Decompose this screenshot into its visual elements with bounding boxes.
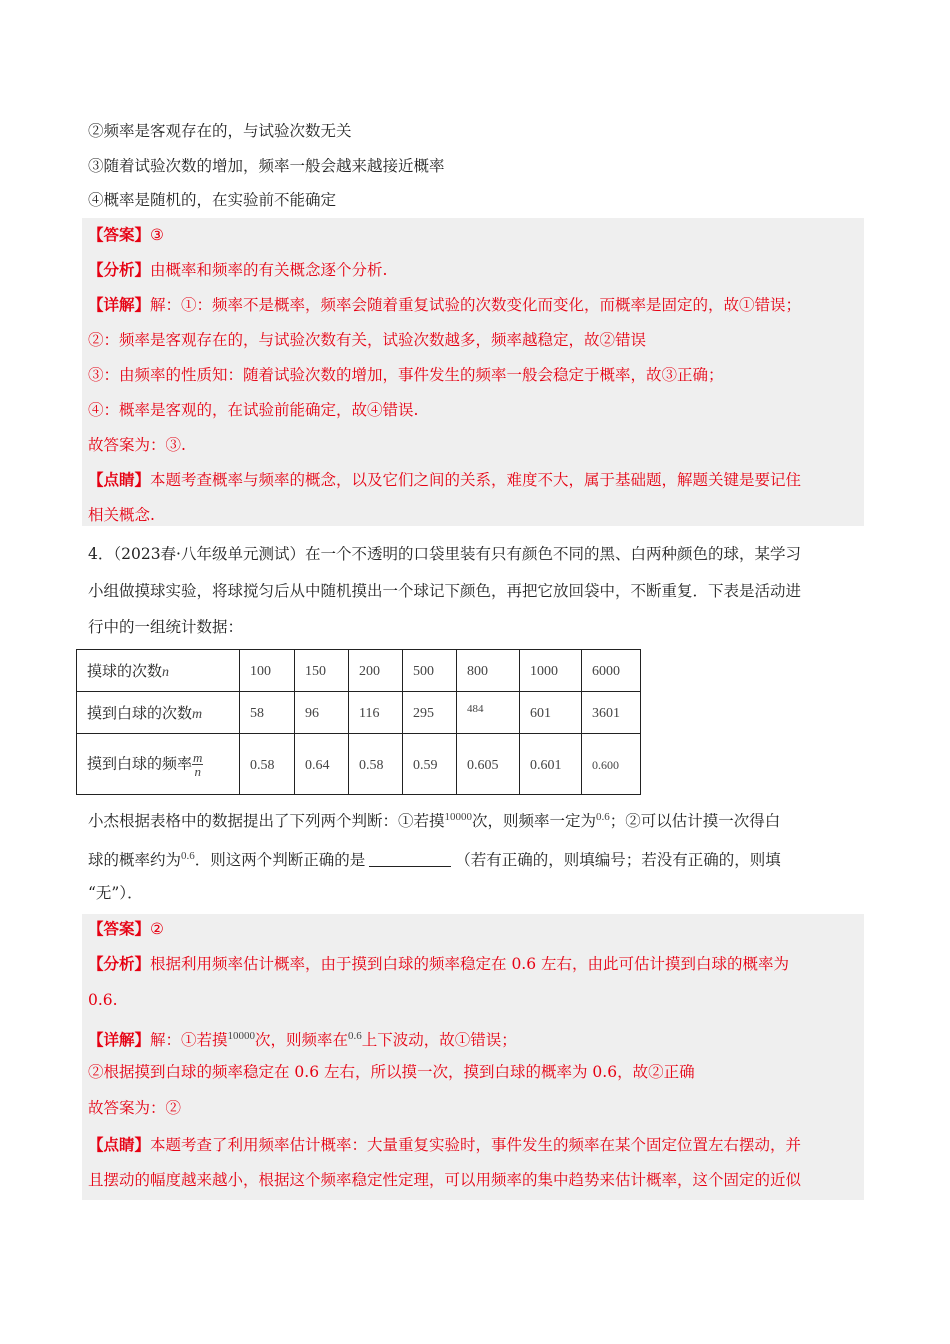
q3-detail-2: ②：频率是客观存在的，与试验次数有关，试验次数越多，频率越稳定，故②错误 — [88, 331, 647, 349]
table-row — [77, 734, 641, 795]
table-cell: 0.601 — [520, 734, 582, 795]
table-cell: 0.58 — [240, 734, 295, 795]
table-cell: 0.64 — [295, 734, 349, 795]
q3-comment-2: 相关概念. — [88, 506, 155, 524]
analysis-text: 根据利用频率估计概率，由于摸到白球的频率稳定在 0.6 左右，由此可估计摸到白球的概率为 — [150, 955, 790, 973]
q4-comment-1 — [88, 1134, 801, 1156]
row-header: 摸到白球的频率 $\frac{m}{n}$ — [77, 734, 240, 795]
q3-comment-1 — [88, 469, 801, 491]
q4-analysis-2: 0.6. — [88, 991, 118, 1009]
q3-detail-3: ③：由频率的性质知：随着试验次数的增加，事件发生的频率一般会稳定于概率，故③正确； — [88, 366, 724, 384]
q3-option-4: ④概率是随机的，在实验前不能确定 — [88, 191, 337, 209]
answer-value: ③ — [150, 226, 164, 244]
variable-n: n — [162, 664, 170, 680]
data-table — [76, 649, 641, 795]
table-cell: 0.605 — [457, 734, 520, 795]
table-cell: 0.58 — [349, 734, 403, 795]
value-0-6: 0.6 — [596, 811, 610, 823]
table-cell: 200 — [349, 650, 403, 692]
detail-label: 【详解】 — [88, 1031, 151, 1049]
q4-comment-2: 且摆动的幅度越来越小，根据这个频率稳定性定理，可以用频率的集中趋势来估计概率，这个固定的近似 — [88, 1171, 802, 1189]
q4-analysis-1 — [88, 953, 789, 975]
row-header: 摸到白球的次数m — [77, 692, 240, 734]
q3-option-3: ③随着试验次数的增加，频率一般会越来越接近概率 — [88, 157, 445, 175]
analysis-label: 【分析】 — [88, 261, 151, 279]
value-0-6: 0.6 — [181, 850, 195, 862]
q4-stem-1: 4．（2023春·八年级单元测试）在一个不透明的口袋里装有只有颜色不同的黑、白两种颜色的球，某学习 — [88, 545, 801, 563]
q4-detail-2: ②根据摸到白球的频率稳定在 0.6 左右，所以摸一次，摸到白球的概率为 0.6，故②正确 — [88, 1063, 695, 1081]
fraction-m-over-n: $\frac{m}{n}$ — [193, 749, 203, 779]
variable-m: m — [192, 706, 203, 722]
table-cell: 800 — [457, 650, 520, 692]
q3-detail-1 — [88, 294, 801, 316]
table-cell: 116 — [349, 692, 403, 734]
table-row — [77, 650, 641, 692]
table-cell: 0.59 — [403, 734, 457, 795]
table-cell: 6000 — [582, 650, 641, 692]
table-cell: 58 — [240, 692, 295, 734]
detail-text: 解：①：频率不是概率，频率会随着重复试验的次数变化而变化，而概率是固定的，故①错误； — [150, 296, 802, 314]
q3-final-answer: 故答案为：③. — [88, 436, 186, 454]
table-cell: 3601 — [582, 692, 641, 734]
table-cell: 150 — [295, 650, 349, 692]
q3-answer — [88, 224, 164, 246]
q4-answer — [88, 918, 164, 940]
detail-label: 【详解】 — [88, 296, 151, 314]
value-0-6: 0.6 — [348, 1030, 362, 1042]
q4-stem-3: 行中的一组统计数据： — [88, 618, 244, 636]
comment-text: 本题考查了利用频率估计概率：大量重复实验时，事件发生的频率在某个固定位置左右摆动，并 — [150, 1136, 802, 1154]
table-cell: 601 — [520, 692, 582, 734]
analysis-text: 由概率和频率的有关概念逐个分析. — [150, 261, 388, 279]
answer-blank[interactable] — [369, 852, 451, 867]
answer-label: 【答案】 — [88, 920, 151, 938]
q4-final-answer: 故答案为：② — [88, 1099, 182, 1117]
answer-value: ② — [150, 920, 164, 938]
table-cell: 500 — [403, 650, 457, 692]
q3-detail-4: ④：概率是客观的，在试验前能确定，故④错误. — [88, 401, 419, 419]
comment-label: 【点睛】 — [88, 471, 151, 489]
table-row — [77, 692, 641, 734]
comment-label: 【点睛】 — [88, 1136, 151, 1154]
table-cell: 484 — [457, 692, 520, 734]
q4-judgment-2: 球的概率约为$^{0.6}$．则这两个判断正确的是 （若有正确的，则填编号；若没有正确的，则填 — [88, 850, 781, 869]
comment-text: 本题考查概率与频率的概念，以及它们之间的关系，难度不大，属于基础题，解题关键是要记住 — [150, 471, 802, 489]
table-cell: 0.600 — [582, 734, 641, 795]
table-cell: 1000 — [520, 650, 582, 692]
row-header: 摸球的次数n — [77, 650, 240, 692]
answer-label: 【答案】 — [88, 226, 151, 244]
analysis-label: 【分析】 — [88, 955, 151, 973]
q3-option-2: ②频率是客观存在的，与试验次数无关 — [88, 122, 352, 140]
q4-judgment-1: 小杰根据表格中的数据提出了下列两个判断：①若摸$^{10000}$次，则频率一定为$^{0.6}$；②可以估计摸一次得白 — [88, 811, 781, 830]
table-cell: 100 — [240, 650, 295, 692]
q4-judgment-3: “无”）． — [88, 884, 143, 902]
value-10000: 10000 — [444, 811, 473, 823]
q4-detail-1: 【详解】解：①若摸$^{10000}$次，则频率在$^{0.6}$上下波动，故①错误； — [88, 1030, 517, 1049]
q4-stem-2: 小组做摸球实验，将球搅匀后从中随机摸出一个球记下颜色，再把它放回袋中，不断重复．下表是活动进 — [88, 582, 802, 600]
q3-analysis — [88, 259, 387, 281]
value-10000: 10000 — [227, 1030, 256, 1042]
table-cell: 96 — [295, 692, 349, 734]
table-cell: 295 — [403, 692, 457, 734]
